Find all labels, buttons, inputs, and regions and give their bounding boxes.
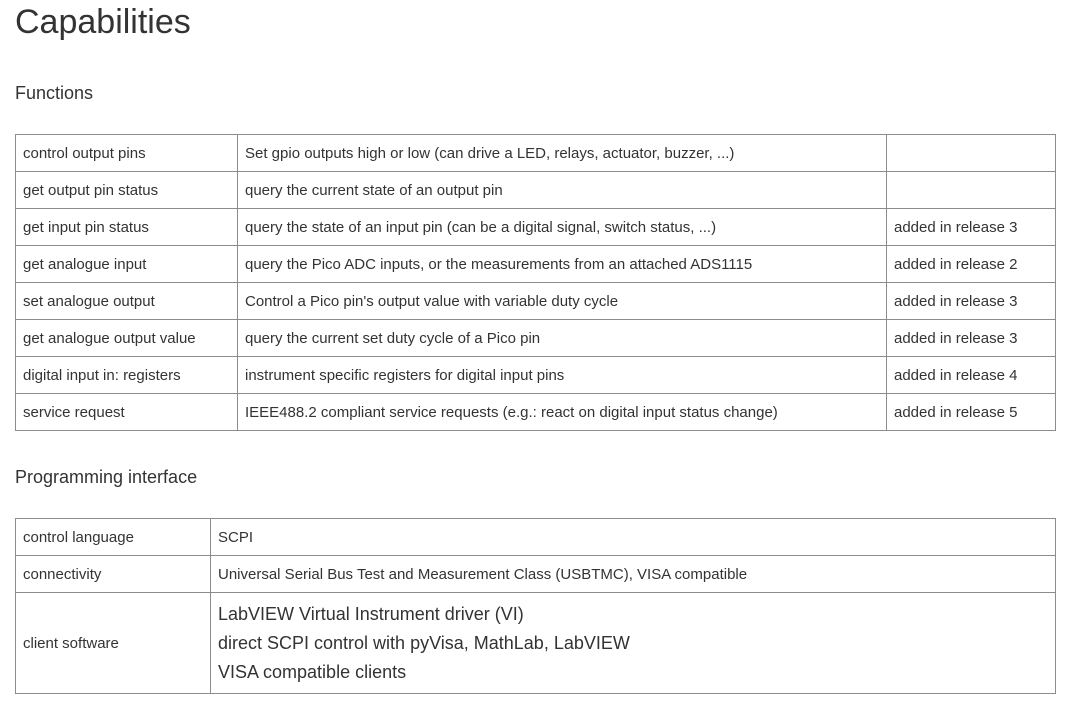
function-description-cell: query the current set duty cycle of a Pico pin	[238, 320, 887, 357]
function-name-cell: get input pin status	[16, 209, 238, 246]
client-software-line: LabVIEW Virtual Instrument driver (VI)	[218, 603, 524, 624]
function-note-cell	[887, 172, 1056, 209]
function-description-cell: IEEE488.2 compliant service requests (e.g.: react on digital input status change)	[238, 394, 887, 431]
function-name-cell: control output pins	[16, 135, 238, 172]
function-name-cell: get analogue input	[16, 246, 238, 283]
function-description-cell: query the state of an input pin (can be a digital signal, switch status, ...)	[238, 209, 887, 246]
table-row	[16, 320, 1056, 357]
interface-name-cell: control language	[16, 519, 211, 556]
interface-name-cell: connectivity	[16, 556, 211, 593]
client-software-line: direct SCPI control with pyVisa, MathLab, LabVIEW	[218, 632, 630, 653]
function-description-cell: query the Pico ADC inputs, or the measurements from an attached ADS1115	[238, 246, 887, 283]
table-row	[16, 172, 1056, 209]
function-note-cell: added in release 3	[887, 320, 1056, 357]
function-name-cell: service request	[16, 394, 238, 431]
function-description-cell: Control a Pico pin's output value with variable duty cycle	[238, 283, 887, 320]
table-row	[16, 135, 1056, 172]
table-row	[16, 394, 1056, 431]
programming-interface-heading: Programming interface	[15, 467, 198, 487]
interface-name-cell: client software	[16, 593, 211, 694]
client-software-line: VISA compatible clients	[218, 661, 407, 682]
function-description-cell: Set gpio outputs high or low (can drive a LED, relays, actuator, buzzer, ...)	[238, 135, 887, 172]
function-name-cell: get analogue output value	[16, 320, 238, 357]
function-description-cell: instrument specific registers for digital input pins	[238, 357, 887, 394]
functions-table	[15, 134, 1056, 431]
table-row	[16, 556, 1056, 593]
table-row	[16, 357, 1056, 394]
table-row	[16, 209, 1056, 246]
programming-interface-table	[15, 518, 1056, 694]
function-note-cell: added in release 3	[887, 209, 1056, 246]
function-name-cell: get output pin status	[16, 172, 238, 209]
interface-value-cell: Universal Serial Bus Test and Measurement Class (USBTMC), VISA compatible	[211, 556, 1056, 593]
function-note-cell: added in release 5	[887, 394, 1056, 431]
interface-value-cell: SCPI	[211, 519, 1056, 556]
table-row	[16, 519, 1056, 556]
function-note-cell	[887, 135, 1056, 172]
function-description-cell: query the current state of an output pin	[238, 172, 887, 209]
page-title: Capabilities	[15, 3, 191, 41]
client-software-list	[211, 593, 1056, 694]
table-row	[16, 246, 1056, 283]
table-row	[16, 283, 1056, 320]
function-name-cell: digital input in: registers	[16, 357, 238, 394]
function-name-cell: set analogue output	[16, 283, 238, 320]
function-note-cell: added in release 3	[887, 283, 1056, 320]
table-row	[16, 593, 1056, 694]
function-note-cell: added in release 2	[887, 246, 1056, 283]
functions-heading: Functions	[15, 83, 94, 103]
function-note-cell: added in release 4	[887, 357, 1056, 394]
